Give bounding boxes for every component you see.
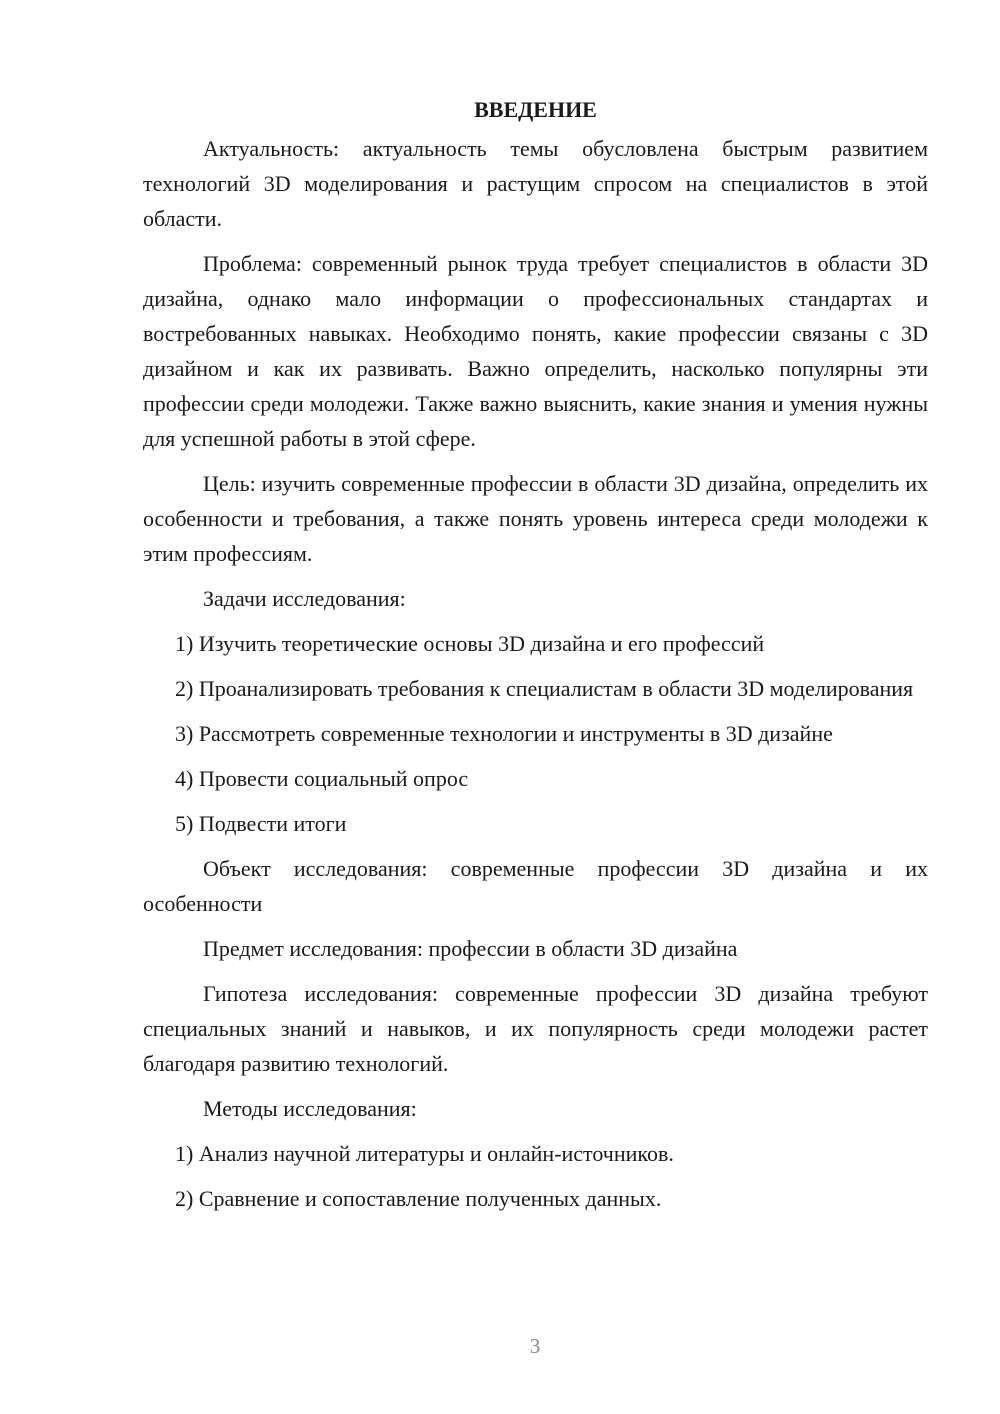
page-number: 3: [529, 1334, 541, 1358]
task-item-4: 4) Провести социальный опрос: [175, 766, 469, 791]
hypothesis-paragraph: Гипотеза исследования: современные профессии 3D дизайна требуют специальных знаний и навыков, и их популярность среди молодежи растет благодаря развитию технологий.: [143, 981, 928, 1076]
relevance-paragraph: Актуальность: актуальность темы обусловлена быстрым развитием технологий 3D моделирования и растущим спросом на специалистов в этой области.: [143, 136, 928, 231]
problem-paragraph: Проблема: современный рынок труда требует специалистов в области 3D дизайна, однако мало информации о профессиональных стандартах и востребованных навыках. Необходимо понять, какие профессии связаны с 3D дизайном и как их развивать. Важно определить, насколько популярны эти профессии среди молодежи. Также важно выяснить, какие знания и умения нужны для успешной работы в этой сфере.: [143, 251, 928, 451]
method-item-2: 2) Сравнение и сопоставление полученных данных.: [175, 1186, 662, 1211]
task-item-5: 5) Подвести итоги: [175, 811, 347, 836]
task-item-2: 2) Проанализировать требования к специалистам в области 3D моделирования: [175, 676, 914, 701]
subject-paragraph: Предмет исследования: профессии в области 3D дизайна: [203, 936, 738, 961]
section-title: ВВЕДЕНИЕ: [474, 97, 597, 122]
page-body: [143, 92, 928, 1226]
task-item-3: 3) Рассмотреть современные технологии и инструменты в 3D дизайне: [175, 721, 833, 746]
method-item-1: 1) Анализ научной литературы и онлайн-источников.: [175, 1141, 674, 1166]
task-item-1: 1) Изучить теоретические основы 3D дизайна и его профессий: [175, 631, 765, 656]
goal-paragraph: Цель: изучить современные профессии в области 3D дизайна, определить их особенности и требования, а также понять уровень интереса среди молодежи к этим профессиям.: [143, 471, 928, 566]
tasks-heading: Задачи исследования:: [203, 586, 406, 611]
methods-heading: Методы исследования:: [203, 1096, 417, 1121]
object-paragraph: Объект исследования: современные профессии 3D дизайна и их особенности: [143, 856, 928, 916]
